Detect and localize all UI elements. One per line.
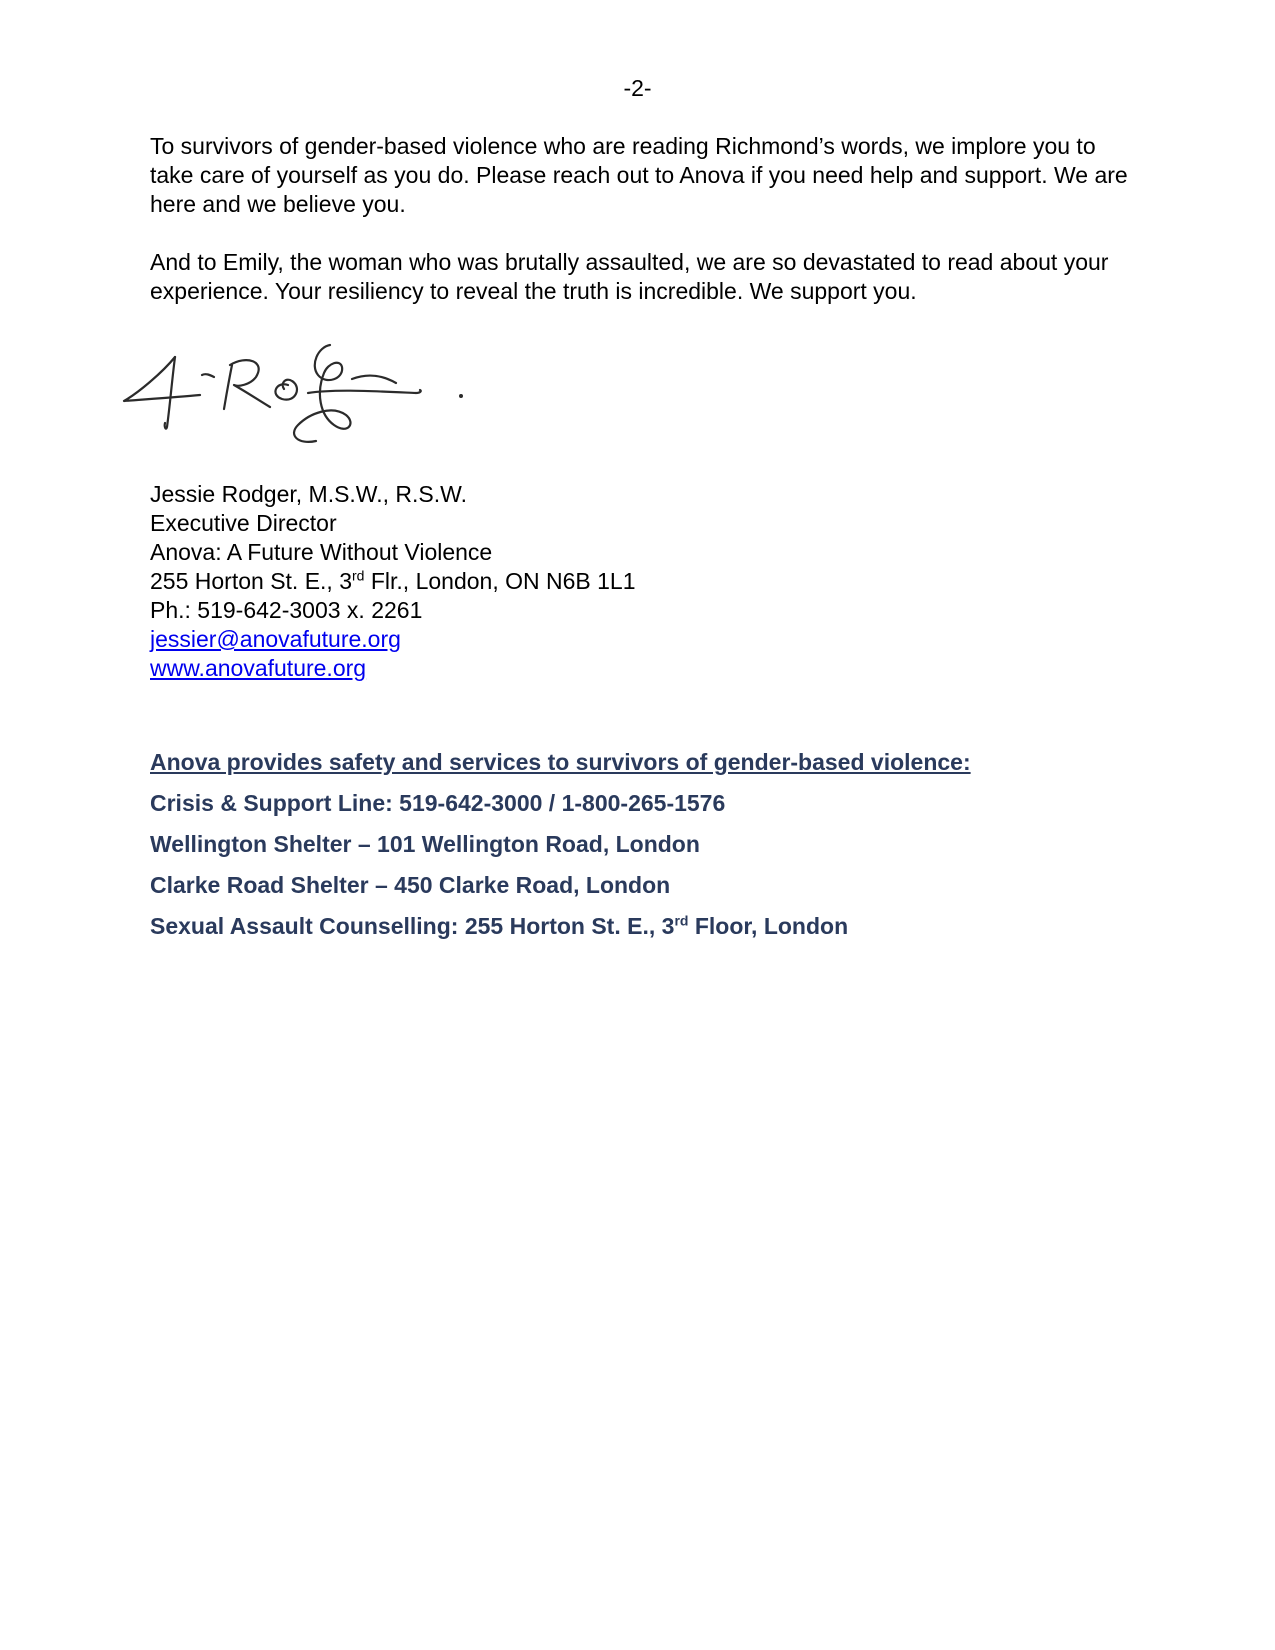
- phone-number: Ph.: 519-642-3003 x. 2261: [150, 597, 423, 623]
- address-superscript: rd: [352, 567, 365, 584]
- mailing-address: [150, 567, 1050, 596]
- sexual-assault-counselling: [150, 912, 1200, 953]
- wellington-shelter: Wellington Shelter – 101 Wellington Road, London: [150, 831, 700, 857]
- clarke-road-shelter: Clarke Road Shelter – 450 Clarke Road, London: [150, 872, 671, 898]
- handwritten-signature: [120, 335, 500, 460]
- signer-name: Jessie Rodger, M.S.W., R.S.W.: [150, 481, 467, 507]
- counselling-part-end: Floor, London: [688, 913, 849, 939]
- services-list: [150, 748, 1200, 953]
- address-part: 255 Horton St. E., 3: [150, 568, 353, 594]
- body-paragraph-survivors: To survivors of gender-based violence who are reading Richmond’s words, we implore you to take care of yourself as you do. Please reach out to Anova if you need help and support. We are here and we believe you.: [150, 133, 1128, 217]
- signature-block: [150, 480, 1050, 683]
- email-link[interactable]: jessier@anovafuture.org: [150, 626, 401, 652]
- address-part-end: Flr., London, ON N6B 1L1: [364, 568, 636, 594]
- body-paragraph-emily: And to Emily, the woman who was brutally assaulted, we are so devastated to read about your experience. Your resiliency to reveal the truth is incredible. We support you.: [150, 249, 1109, 304]
- counselling-part: Sexual Assault Counselling: 255 Horton St. E., 3: [150, 913, 675, 939]
- services-heading: Anova provides safety and services to survivors of gender-based violence:: [150, 749, 971, 775]
- signer-title: Executive Director: [150, 510, 337, 536]
- organization-name: Anova: A Future Without Violence: [150, 539, 493, 565]
- crisis-line: Crisis & Support Line: 519-642-3000 / 1-800-265-1576: [150, 790, 726, 816]
- website-link[interactable]: www.anovafuture.org: [150, 655, 367, 681]
- page-number: -2-: [623, 75, 652, 101]
- counselling-superscript: rd: [674, 912, 689, 929]
